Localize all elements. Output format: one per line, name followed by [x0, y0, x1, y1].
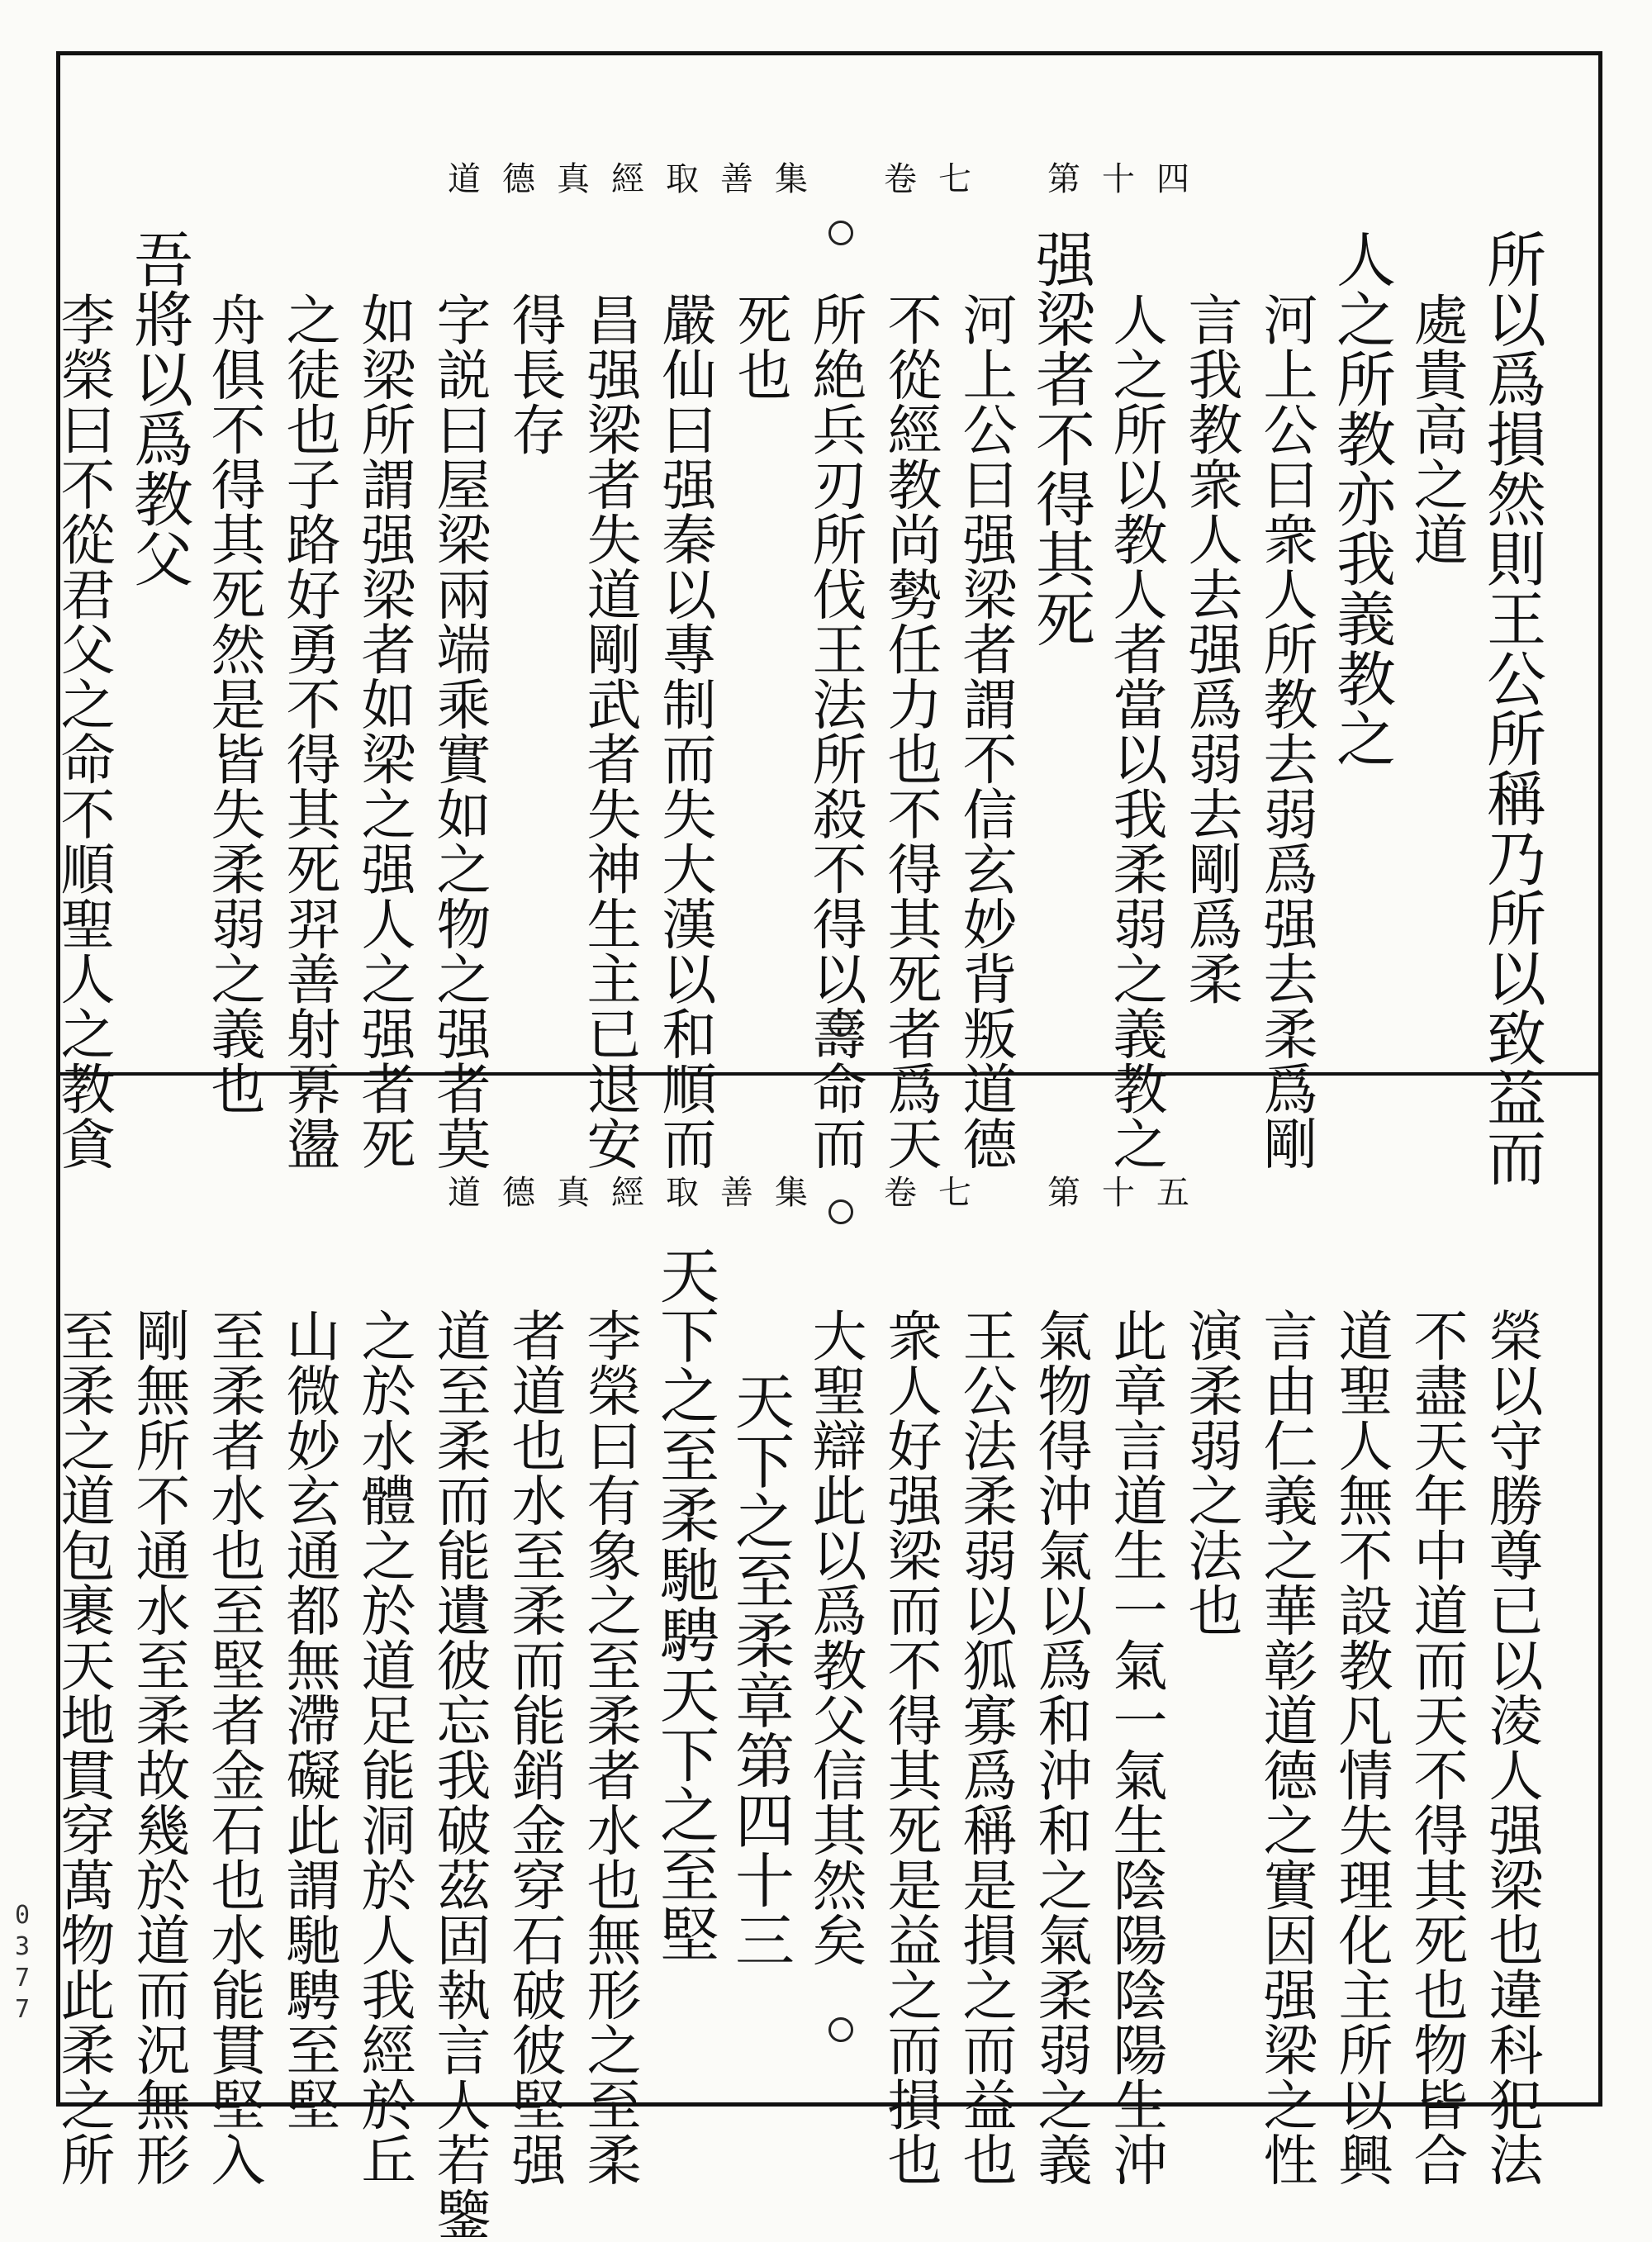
text-column: 舟俱不得其死然是皆失柔弱之義也 [202, 292, 265, 1116]
text-column: 剛無所不通水至柔故幾於道而況無形 [126, 1308, 190, 2187]
page-header: 道德真經取善集 卷七 第十五 [448, 1174, 1211, 1212]
circle-mark [828, 1199, 853, 1224]
text-column: 榮以守勝尊已以淩人强梁也違科犯法 [1479, 1308, 1543, 2187]
text-column: 河上公曰强梁者謂不信玄妙背叛道德 [953, 292, 1017, 1171]
text-column: 嚴仙曰强秦以專制而失大漢以和順而 [653, 292, 716, 1171]
bottom-page [51, 1076, 1598, 2242]
text-column: 所絶兵刃所伐王法所殺不得以壽命而 [803, 292, 866, 1171]
text-column: 李榮曰有象之至柔者水也無形之至柔 [577, 1308, 641, 2187]
text-column: 河上公曰衆人所教去弱爲强去柔爲剛 [1254, 292, 1317, 1171]
text-column: 之徒也子路好勇不得其死羿善射奡盪 [277, 292, 340, 1171]
text-column: 衆人好强梁而不得其死是益之而損也 [878, 1308, 942, 2187]
text-columns [45, 229, 1549, 1187]
text-column: 演柔弱之法也 [1179, 1308, 1242, 1637]
text-column: 天下之至柔馳騁天下之至堅 [650, 1245, 719, 1964]
text-column: 山微妙玄通都無滯礙此謂馳騁至堅 [277, 1308, 340, 2132]
text-column: 道至柔而能遺彼忘我破茲固執言人若鑒 [427, 1308, 491, 2242]
text-column: 所以爲損然則王公所稱乃所以致益而 [1477, 229, 1546, 1187]
text-column: 氣物得沖氣以爲和沖和之氣柔弱之義 [1028, 1308, 1092, 2187]
text-column: 之於水體之於道足能洞於人我經於丘 [352, 1308, 415, 2187]
page-number-digit: 7 [14, 1964, 31, 1993]
text-column: 言我教衆人去强爲弱去剛爲柔 [1179, 292, 1242, 1006]
circle-mark [828, 1012, 853, 1037]
page-number-digit: 3 [14, 1932, 31, 1961]
text-column: 人之所教亦我義教之 [1327, 229, 1396, 768]
text-column: 如梁所謂强梁者如梁之强人之强者死 [352, 292, 415, 1171]
page-number [10, 1900, 35, 2026]
text-column: 李榮曰不從君父之命不順聖人之教貪 [51, 292, 115, 1171]
text-column: 强梁者不得其死 [1026, 229, 1095, 648]
text-columns [45, 1245, 1549, 2242]
text-column: 言由仁義之華彰道德之實因强梁之性 [1254, 1308, 1317, 2187]
page-number-digit: 7 [14, 1995, 31, 2024]
text-column: 昌强梁者失道剛武者失神生主已退安 [577, 292, 641, 1171]
text-column: 人之所以教人者當以我柔弱之義教之 [1104, 292, 1167, 1171]
text-column: 處貴高之道 [1404, 292, 1468, 567]
circle-mark [828, 2017, 853, 2042]
text-column: 至柔者水也至堅者金石也水能貫堅入 [202, 1308, 265, 2187]
top-page [51, 55, 1598, 1187]
text-column: 字説曰屋梁兩端乘實如之物之强者莫 [427, 292, 491, 1171]
text-column: 不盡天年中道而天不得其死也物皆合 [1404, 1308, 1468, 2187]
text-column: 死也 [728, 292, 791, 401]
text-column: 吾將以爲教父 [124, 229, 193, 588]
text-column: 至柔之道包裹天地貫穿萬物此柔之所 [51, 1308, 115, 2187]
text-column: 者道也水至柔而能銷金穿石破彼堅强 [502, 1308, 566, 2187]
text-column: 大聖辯此以爲教父信其然矣 [803, 1308, 866, 1967]
page-number-digit: 0 [14, 1901, 31, 1930]
text-column: 此章言道生一氣一氣生陰陽陰陽生沖 [1104, 1308, 1167, 2187]
text-column: 不從經教尚勢任力也不得其死者爲天 [878, 292, 942, 1171]
text-column: 道聖人無不設教凡情失理化主所以興 [1329, 1308, 1393, 2187]
page-header: 道德真經取善集 卷七 第十四 [448, 160, 1211, 198]
text-column: 天下之至柔章第四十三 [725, 1370, 795, 1969]
text-column: 得長存 [502, 292, 566, 457]
circle-mark [828, 221, 853, 245]
text-column: 王公法柔弱以狐寡爲稱是損之而益也 [953, 1308, 1017, 2187]
